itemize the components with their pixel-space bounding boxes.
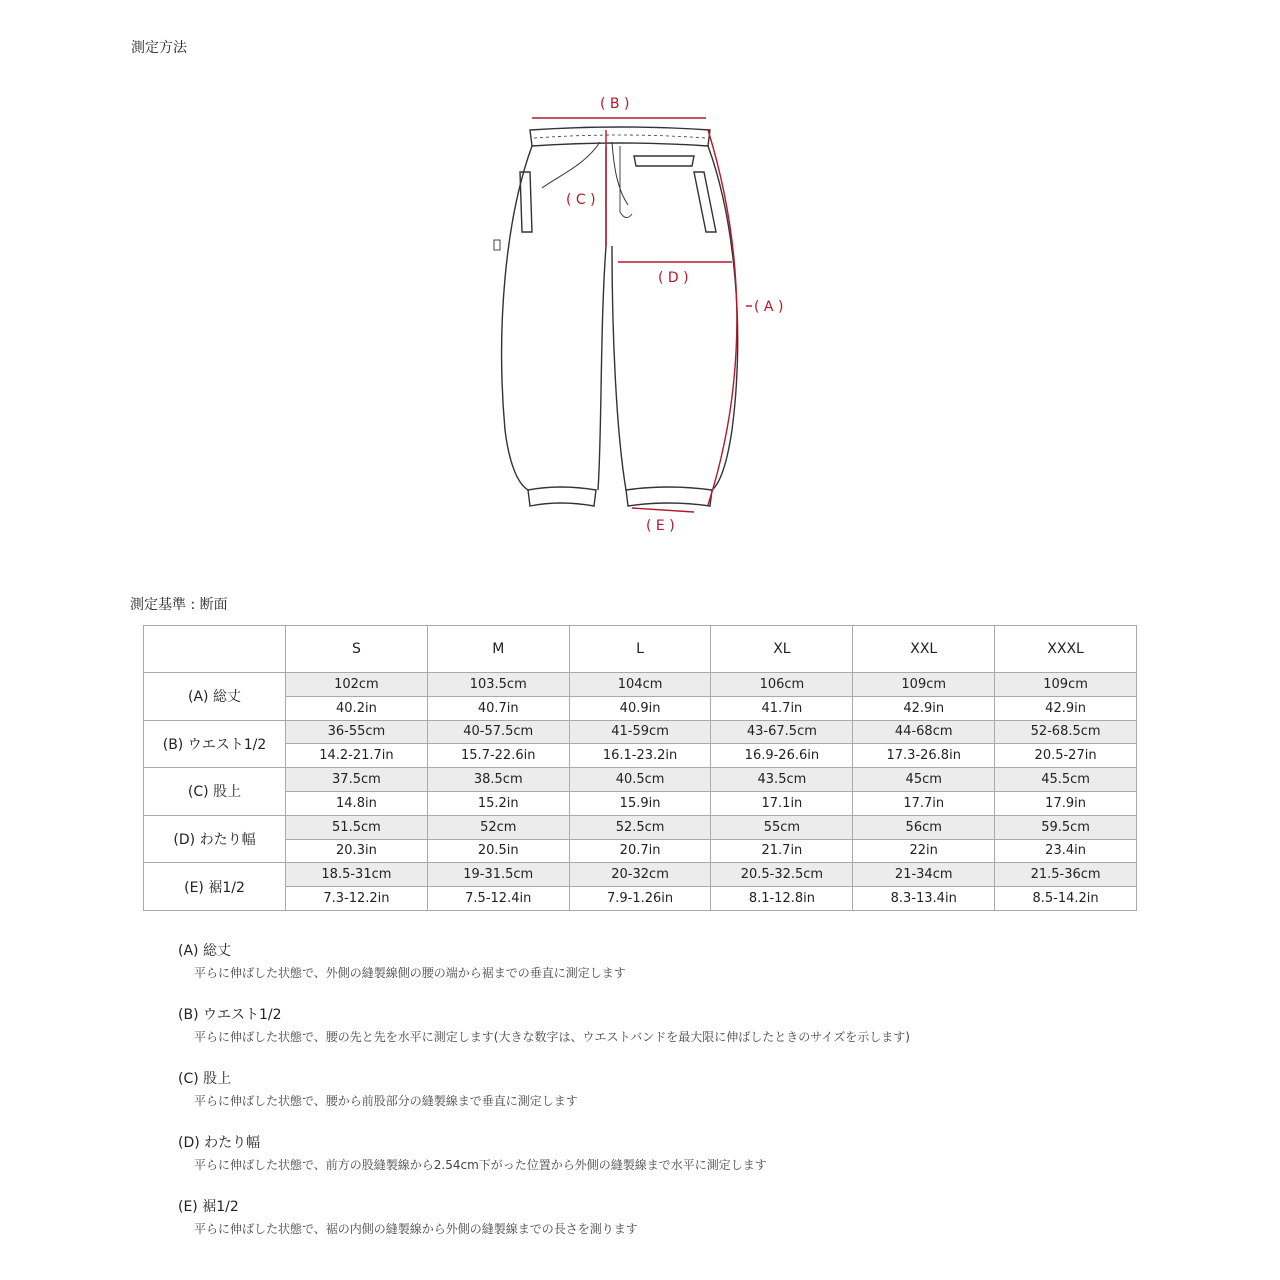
size-header-m: M: [427, 626, 569, 673]
inch-value: 40.9in: [569, 696, 711, 720]
cm-value: 52-68.5cm: [995, 720, 1137, 744]
cm-value: 21.5-36cm: [995, 863, 1137, 887]
inch-value: 42.9in: [995, 696, 1137, 720]
table-row: [144, 768, 1137, 792]
cm-value: 109cm: [853, 673, 995, 697]
inch-value: 16.1-23.2in: [569, 744, 711, 768]
inch-value: 42.9in: [853, 696, 995, 720]
inch-value: 17.1in: [711, 791, 853, 815]
inch-value: 22in: [853, 839, 995, 863]
row-label: (D) わたり幅: [144, 815, 286, 863]
cm-value: 44-68cm: [853, 720, 995, 744]
note-item: [178, 1196, 1078, 1260]
cm-value: 41-59cm: [569, 720, 711, 744]
cm-value: 40.5cm: [569, 768, 711, 792]
cm-value: 40-57.5cm: [427, 720, 569, 744]
table-row: [144, 744, 1137, 768]
measurement-lines: [532, 118, 752, 512]
cm-value: 59.5cm: [995, 815, 1137, 839]
table-row: [144, 720, 1137, 744]
cm-value: 38.5cm: [427, 768, 569, 792]
note-title: (A) 総丈: [178, 943, 231, 959]
row-label: (B) ウエスト1/2: [144, 720, 286, 768]
note-description: 平らに伸ばした状態で、腰から前股部分の縫製線まで垂直に測定します: [194, 1094, 578, 1108]
inch-value: 40.7in: [427, 696, 569, 720]
cm-value: 104cm: [569, 673, 711, 697]
inch-value: 7.9-1.26in: [569, 887, 711, 911]
inch-value: 7.5-12.4in: [427, 887, 569, 911]
pants-measurement-diagram: [440, 88, 840, 540]
note-title: (D) わたり幅: [178, 1135, 261, 1151]
cm-value: 43.5cm: [711, 768, 853, 792]
cm-value: 45.5cm: [995, 768, 1137, 792]
note-item: [178, 1132, 1078, 1196]
inch-value: 15.7-22.6in: [427, 744, 569, 768]
cm-value: 21-34cm: [853, 863, 995, 887]
note-description: 平らに伸ばした状態で、外側の縫製線側の腰の端から裾までの垂直に測定します: [194, 966, 626, 980]
inch-value: 41.7in: [711, 696, 853, 720]
row-label: (C) 股上: [144, 768, 286, 816]
inch-value: 15.9in: [569, 791, 711, 815]
table-row: [144, 839, 1137, 863]
cm-value: 102cm: [286, 673, 428, 697]
size-header-row: [144, 626, 1137, 673]
cm-value: 20-32cm: [569, 863, 711, 887]
label-e: ( E ): [646, 518, 675, 534]
note-description: 平らに伸ばした状態で、腰の先と先を水平に測定します(大きな数字は、ウエストバンドを最大限に伸ばしたときのサイズを示します): [194, 1030, 910, 1044]
inch-value: 8.5-14.2in: [995, 887, 1137, 911]
cm-value: 37.5cm: [286, 768, 428, 792]
size-header-l: L: [569, 626, 711, 673]
measurement-notes: [178, 940, 1078, 1260]
size-table: [143, 625, 1137, 911]
inch-value: 20.7in: [569, 839, 711, 863]
label-a: ( A ): [754, 299, 784, 315]
cm-value: 103.5cm: [427, 673, 569, 697]
size-header-xl: XL: [711, 626, 853, 673]
cm-value: 56cm: [853, 815, 995, 839]
cm-value: 45cm: [853, 768, 995, 792]
note-description: 平らに伸ばした状態で、裾の内側の縫製線から外側の縫製線までの長さを測ります: [194, 1222, 638, 1236]
note-description: 平らに伸ばした状態で、前方の股縫製線から2.54cm下がった位置から外側の縫製線まで水平に測定します: [194, 1158, 767, 1172]
row-label: (E) 裾1/2: [144, 863, 286, 911]
cm-value: 52cm: [427, 815, 569, 839]
cm-value: 20.5-32.5cm: [711, 863, 853, 887]
method-heading: 測定方法: [131, 40, 187, 56]
measure-a-line: [708, 130, 737, 505]
cm-value: 106cm: [711, 673, 853, 697]
inch-value: 40.2in: [286, 696, 428, 720]
row-label: (A) 総丈: [144, 673, 286, 721]
note-item: [178, 1068, 1078, 1132]
basis-heading: 測定基準 : 断面: [130, 597, 228, 613]
pants-outline: [494, 127, 738, 506]
inch-value: 7.3-12.2in: [286, 887, 428, 911]
note-title: (B) ウエスト1/2: [178, 1007, 282, 1023]
inch-value: 14.8in: [286, 791, 428, 815]
table-row: [144, 815, 1137, 839]
inch-value: 17.3-26.8in: [853, 744, 995, 768]
inch-value: 14.2-21.7in: [286, 744, 428, 768]
header-corner: [144, 626, 286, 673]
cm-value: 18.5-31cm: [286, 863, 428, 887]
inch-value: 8.1-12.8in: [711, 887, 853, 911]
cm-value: 51.5cm: [286, 815, 428, 839]
inch-value: 15.2in: [427, 791, 569, 815]
inch-value: 17.9in: [995, 791, 1137, 815]
inch-value: 17.7in: [853, 791, 995, 815]
inch-value: 21.7in: [711, 839, 853, 863]
table-row: [144, 673, 1137, 697]
inch-value: 23.4in: [995, 839, 1137, 863]
label-c: ( C ): [566, 192, 596, 208]
label-d: ( D ): [658, 270, 689, 286]
size-header-xxl: XXL: [853, 626, 995, 673]
inch-value: 16.9-26.6in: [711, 744, 853, 768]
cm-value: 19-31.5cm: [427, 863, 569, 887]
inch-value: 20.3in: [286, 839, 428, 863]
table-row: [144, 791, 1137, 815]
note-item: [178, 940, 1078, 1004]
note-item: [178, 1004, 1078, 1068]
cm-value: 109cm: [995, 673, 1137, 697]
table-row: [144, 696, 1137, 720]
cm-value: 43-67.5cm: [711, 720, 853, 744]
size-body: [144, 673, 1137, 911]
cm-value: 55cm: [711, 815, 853, 839]
size-header-s: S: [286, 626, 428, 673]
note-title: (E) 裾1/2: [178, 1199, 239, 1215]
note-title: (C) 股上: [178, 1071, 232, 1087]
cm-value: 52.5cm: [569, 815, 711, 839]
table-row: [144, 863, 1137, 887]
size-header-xxxl: XXXL: [995, 626, 1137, 673]
inch-value: 20.5in: [427, 839, 569, 863]
cm-value: 36-55cm: [286, 720, 428, 744]
measure-e-line: [632, 508, 694, 512]
inch-value: 20.5-27in: [995, 744, 1137, 768]
inch-value: 8.3-13.4in: [853, 887, 995, 911]
label-b: ( B ): [600, 96, 630, 112]
table-row: [144, 887, 1137, 911]
